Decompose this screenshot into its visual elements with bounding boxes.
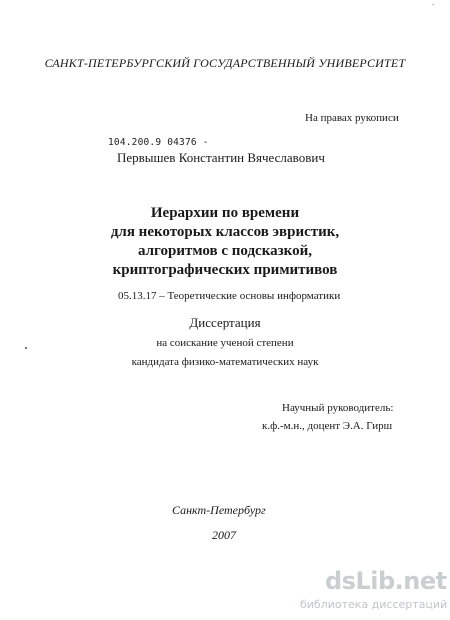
degree-statement xyxy=(0,334,450,372)
document-type: Диссертация xyxy=(189,315,261,330)
advisor-name: к.ф.-м.н., доцент Э.А. Гирш xyxy=(262,420,393,432)
university-name: САНКТ-ПЕТЕРБУРГСКИЙ ГОСУДАРСТВЕННЫЙ УНИВЕРСИТЕТ xyxy=(44,56,406,70)
degree-line: кандидата физико-математических наук xyxy=(131,356,319,368)
rights-note: На правах рукописи xyxy=(305,112,399,124)
scan-speck xyxy=(25,347,27,349)
degree-line: на соискание ученой степени xyxy=(156,337,294,349)
page-corner-mark: - xyxy=(432,0,435,8)
year: 2007 xyxy=(212,528,236,542)
title-line: для некоторых классов эвристик, xyxy=(110,224,340,240)
author-name: Первышев Константин Вячеславович xyxy=(117,150,325,165)
title-line: алгоритмов с подсказкой, xyxy=(138,243,312,259)
title-line: криптографических примитивов xyxy=(112,262,338,278)
city: Санкт-Петербург xyxy=(172,503,266,517)
title-line: Иерархии по времени xyxy=(150,205,300,221)
watermark-caption: библиотека диссертаций xyxy=(300,598,448,611)
specialty-code: 05.13.17 – Теоретические основы информатики xyxy=(118,290,341,302)
watermark-logo: dsLib.net xyxy=(325,567,447,595)
registration-code: 104.200.9 04376 - xyxy=(108,137,209,148)
dissertation-title xyxy=(0,204,450,280)
advisor-label: Научный руководитель: xyxy=(282,402,394,414)
